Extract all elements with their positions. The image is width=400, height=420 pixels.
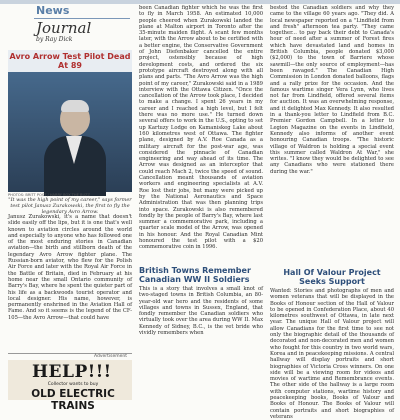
section-title: News: [36, 4, 70, 17]
article-column-2: [139, 5, 263, 251]
article-text: This is a story that involves a small knot of two-staged towns in British Columbia, an 80-year-old war hero and the residents of some villages and towns in Sussex, England, that fondly remember the Canadian soldiers who virtually took over the area during WW II. Max Kennedy of Sidney, B.C., is the vet bride who vividly remembers when: [139, 286, 263, 337]
article-column-3: [270, 5, 394, 175]
ad-label: Advertisement: [94, 354, 128, 359]
article-text: Wanted: Stories and photographs of men and women veterans that will be displayed in the Books of Honour section of the Hall of Valour to be opened in Confederation Place, about 40 kilometres southwest of Ottawa, in late next year. The unique Hall of Valour project will allow Canadians for the first time to see not only the biographic detail of the thousands of decorated and non-decorated men and women who fought for this country in two world wars, Korea and in peacekeeping missions. A central hallway will display portraits and short biographies of Victoria Cross winners. On one side will be a viewing room for videos and movies of wartime and Remembrance events. The other side of the hallway is a large room with computer stations, wartime history and peacekeeping books, Books of Valour and Books of Honour. The Books of Valour will contain portraits and short biographies of veterans: [270, 288, 394, 420]
ad-big-text: OLD ELECTRIC TRAINS: [31, 388, 115, 412]
article-column-3-lower: [270, 288, 394, 420]
journal-title: Journal: [36, 19, 92, 37]
photo-headline-panel: [8, 50, 132, 72]
photo-caption: "It was the high point of my career," says former test pilot Janusz Zurakowski, the first to fly the legendary Avro Arrow.: [8, 197, 132, 215]
pilot-figure-hair: [61, 100, 89, 112]
article-text: been Canadian fighter which he was the first to fly in March 1958. An estimated 10,000 people cheered when Zurakowski landed the plane at Malton airport in Toronto after the 35-minute maiden flight. A scant few months later, with the Arrow about to be certified with a better engine, the Conservative Government of John Diefenbaker cancelled the entire project, ostensibly because of high development costs, and ordered the six prototype aircraft destroyed along with all plans and parts. "The Avro Arrow was the high point of my career," Zurakowski said in a 1989 interview with the Ottawa Citizen. "Once the cancellation of the Arrow took place, I decided to make a change. I spent 26 years in my career and I reached a high level, but I felt there was no more use." He turned down several offers to work in the U.S., opting to set up Kartuzy Lodge on Kamaniskeg Lake about 160 kilometres west of Ottawa. The fighter plane, designed by A.V. Roe Canada as a military aircraft for the post-war age, was considered the pinnacle of Canadian engineering and way ahead of its time. The Arrow was designed as an interceptor that could reach Mach 2, twice the speed of sound. Cancellation meant thousands of aviation workers and engineering specialists at A.V. Roe lost their jobs, but many were picked up by the National Aeronautics and Space Administration that was then planning trips into space. Zurakowski is also remembered fondly by the people of Barry's Bay, where last summer a commemorative park, including a quarter scale model of the Arrow, was opened in his honour. And the Royal Canadian Mint honoured the test pilot with a $20 commemorative coin in 1996.: [139, 5, 263, 251]
article-text: Janusz Zurakowski, it's a name that doesn't slide easily off the lips, but it is one that's well known to aviation circles around the world and especially to anyone who has followed one of the most enduring stories in Canadian aviation—the birth and stillborn death of the legendary Avro Arrow fighter plane. The Russian-born aviator, who flew for the Polish Air Force and later with the Royal Air Force in the Battle of Britain, died in February at his home near the small Ontario community of Barry's Bay, where he spent the quieter part of his life as a backwoods tourist operator and local designer. His name, however, is permanently enshrined in the Aviation Hall of Fame. And so it seems is the legend of the CF-105—the Avro Arrow—that could have: [8, 214, 132, 321]
pilot-photo: [8, 50, 132, 192]
article-heading-hall-of-valour: Hall Of Valour Project Seeks Support: [283, 268, 381, 286]
photo-credit: PHOTOS: BRITT POST / HARRY BOX THE BUZZ: [8, 193, 90, 197]
article-column-2-lower: [139, 286, 263, 336]
byline: by Ray Dick: [36, 36, 73, 43]
ad-subline: Collector wants to buy: [47, 382, 99, 387]
article-column-1: [8, 214, 132, 321]
advertisement[interactable]: [8, 360, 132, 412]
article-heading-british-towns: British Towns Remember Canadian WW II Soldiers: [139, 266, 251, 284]
article-text: bested the Canadian soldiers and why they came to the village 60 years ago. "They did. A local newspaper reported on a "Lindfield from and fresh" afternoon tea party. "They came together... to pay back their debt to Canada's hour of need after a summer of Forest fires which have devastated land and homes in British Columbia, people donated $3,000 ($2,000) to the town of Barriere whose sawmill—the only source of employment—has been ravaged." The Canadian High Commission in London donated balloons, flags and a rally prize for the occasion. And the famous wartime singer Vera Lynn, who lives not far from Lindfield, offered several items for auction. It was an overwhelming response, and it delighted Max Kennedy. It also resulted in a thank-you letter to Lindfield from B.C. Premier Gordon Campbell. In a letter to Legion Magazine on the events in Lindfield, Kennedy also informs of another event honouring Canadian troops. "The historic village of Waldron is holding a special event this summer called Waldron At War," she writes. "I know they would be delighted to see any Canadians who were stationed there during the war.": [270, 5, 394, 175]
photo-headline: Avro Arrow Test Pilot Dead At 89: [9, 52, 131, 70]
ad-headline: HELP!!!: [32, 362, 112, 382]
